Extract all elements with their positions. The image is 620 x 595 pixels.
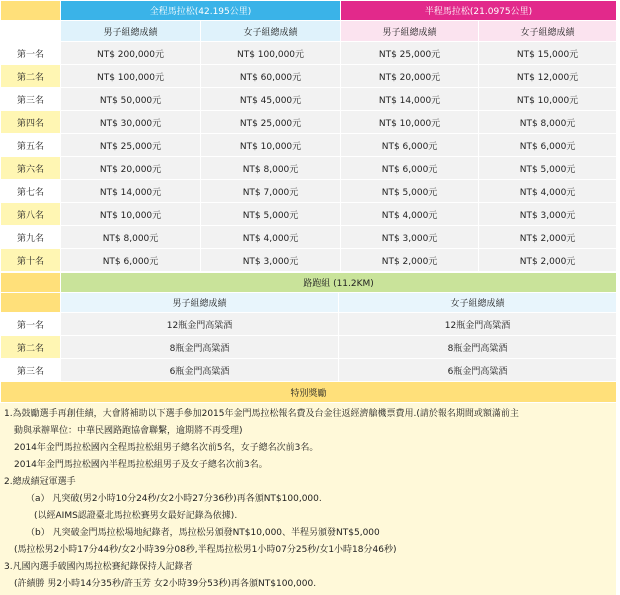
full-women-prize: NT$ 100,000元 xyxy=(201,42,341,65)
marathon-row xyxy=(1,226,617,249)
run-men-header: 男子組總成績 xyxy=(61,293,339,313)
note-line: (以經AIMS認證臺北馬拉松賽男女最好記錄為依據). xyxy=(34,511,238,521)
full-men-prize: NT$ 25,000元 xyxy=(61,134,201,157)
note-line: 動與承辦單位：中華民國路跑協會聯繫，逾期將不再受理) xyxy=(14,426,243,436)
run-prize-table xyxy=(0,272,617,403)
half-women-prize: NT$ 4,000元 xyxy=(479,180,617,203)
note-line: (許績勝 男2小時14分35秒/許玉芳 女2小時39分53秒)再各頒NT$100,000. xyxy=(14,579,317,589)
special-award-title: 特別獎勵 xyxy=(1,382,617,403)
marathon-row xyxy=(1,88,617,111)
special-award-notes xyxy=(0,403,616,595)
run-rank: 第二名 xyxy=(1,336,61,359)
marathon-row xyxy=(1,111,617,134)
corner-cell xyxy=(1,21,61,42)
full-marathon-header: 全程馬拉松(42.195公里) xyxy=(61,1,341,21)
half-women-prize: NT$ 10,000元 xyxy=(479,88,617,111)
full-women-prize: NT$ 5,000元 xyxy=(201,203,341,226)
run-corner xyxy=(1,273,61,293)
rank-label: 第五名 xyxy=(1,134,61,157)
full-women-prize: NT$ 4,000元 xyxy=(201,226,341,249)
run-women-prize: 6瓶金門高粱酒 xyxy=(339,359,617,382)
marathon-row xyxy=(1,134,617,157)
half-women-prize: NT$ 12,000元 xyxy=(479,65,617,88)
run-corner xyxy=(1,293,61,313)
half-women-prize: NT$ 8,000元 xyxy=(479,111,617,134)
half-men-prize: NT$ 6,000元 xyxy=(341,157,479,180)
rank-label: 第八名 xyxy=(1,203,61,226)
half-men-prize: NT$ 14,000元 xyxy=(341,88,479,111)
half-women-prize: NT$ 5,000元 xyxy=(479,157,617,180)
note-line: （a） 凡突破(男2小時10分24秒/女2小時27分36秒)再各頒NT$100,000. xyxy=(26,494,322,504)
run-rank: 第一名 xyxy=(1,313,61,336)
full-men-prize: NT$ 100,000元 xyxy=(61,65,201,88)
note-line: (馬拉松男2小時17分44秒/女2小時39分08秒,半程馬拉松男1小時07分25秒/女1小時18分46秒) xyxy=(14,545,397,555)
corner-cell xyxy=(1,1,61,21)
rank-label: 第一名 xyxy=(1,42,61,65)
full-men-prize: NT$ 6,000元 xyxy=(61,249,201,272)
run-rank: 第三名 xyxy=(1,359,61,382)
half-men-prize: NT$ 5,000元 xyxy=(341,180,479,203)
marathon-row xyxy=(1,65,617,88)
marathon-row xyxy=(1,249,617,272)
half-men-prize: NT$ 2,000元 xyxy=(341,249,479,272)
run-men-prize: 12瓶金門高粱酒 xyxy=(61,313,339,336)
rank-label: 第四名 xyxy=(1,111,61,134)
full-women-prize: NT$ 10,000元 xyxy=(201,134,341,157)
full-women-prize: NT$ 8,000元 xyxy=(201,157,341,180)
run-women-header: 女子組總成績 xyxy=(339,293,617,313)
note-line: 3.凡國內選手破國內馬拉松賽紀錄保持人記錄者 xyxy=(4,562,193,572)
half-men-prize: NT$ 6,000元 xyxy=(341,134,479,157)
run-men-prize: 6瓶金門高粱酒 xyxy=(61,359,339,382)
half-men-prize: NT$ 20,000元 xyxy=(341,65,479,88)
half-men-prize: NT$ 4,000元 xyxy=(341,203,479,226)
marathon-row xyxy=(1,180,617,203)
rank-label: 第三名 xyxy=(1,88,61,111)
run-women-prize: 8瓶金門高粱酒 xyxy=(339,336,617,359)
full-women-prize: NT$ 60,000元 xyxy=(201,65,341,88)
full-men-prize: NT$ 30,000元 xyxy=(61,111,201,134)
half-men-prize: NT$ 25,000元 xyxy=(341,42,479,65)
full-women-header: 女子組總成績 xyxy=(201,21,341,42)
full-men-prize: NT$ 10,000元 xyxy=(61,203,201,226)
marathon-row xyxy=(1,157,617,180)
rank-label: 第二名 xyxy=(1,65,61,88)
note-line: （b） 凡突破金門馬拉松場地紀錄者，馬拉松另頒發NT$10,000、半程另頒發NT$5,000 xyxy=(26,528,380,538)
full-men-prize: NT$ 50,000元 xyxy=(61,88,201,111)
half-women-header: 女子組總成績 xyxy=(479,21,617,42)
half-marathon-header: 半程馬拉松(21.0975公里) xyxy=(341,1,617,21)
half-women-prize: NT$ 15,000元 xyxy=(479,42,617,65)
full-men-prize: NT$ 14,000元 xyxy=(61,180,201,203)
full-men-prize: NT$ 8,000元 xyxy=(61,226,201,249)
half-men-prize: NT$ 3,000元 xyxy=(341,226,479,249)
full-women-prize: NT$ 3,000元 xyxy=(201,249,341,272)
full-women-prize: NT$ 25,000元 xyxy=(201,111,341,134)
half-women-prize: NT$ 6,000元 xyxy=(479,134,617,157)
half-men-header: 男子組總成績 xyxy=(341,21,479,42)
rank-label: 第六名 xyxy=(1,157,61,180)
run-women-prize: 12瓶金門高粱酒 xyxy=(339,313,617,336)
rank-label: 第十名 xyxy=(1,249,61,272)
note-line: 2014年金門馬拉松國內全程馬拉松組男子總名次前5名，女子總名次前3名。 xyxy=(14,443,319,453)
note-line: 2014年金門馬拉松國內半程馬拉松組男子及女子總名次前3名。 xyxy=(14,460,268,470)
rank-label: 第九名 xyxy=(1,226,61,249)
rank-label: 第七名 xyxy=(1,180,61,203)
marathon-row xyxy=(1,203,617,226)
half-men-prize: NT$ 10,000元 xyxy=(341,111,479,134)
half-women-prize: NT$ 2,000元 xyxy=(479,249,617,272)
full-men-header: 男子組總成績 xyxy=(61,21,201,42)
half-women-prize: NT$ 3,000元 xyxy=(479,203,617,226)
run-title: 路跑組 (11.2KM) xyxy=(61,273,617,293)
full-men-prize: NT$ 20,000元 xyxy=(61,157,201,180)
full-men-prize: NT$ 200,000元 xyxy=(61,42,201,65)
run-men-prize: 8瓶金門高粱酒 xyxy=(61,336,339,359)
marathon-prize-table xyxy=(0,0,617,272)
full-women-prize: NT$ 7,000元 xyxy=(201,180,341,203)
marathon-row xyxy=(1,42,617,65)
note-line: 1.為鼓勵選手再創佳績，大會將補助以下選手參加2015年金門馬拉松報名費及台金往返經濟艙機票費用.(請於報名期間或額滿前主 xyxy=(4,409,519,419)
half-women-prize: NT$ 2,000元 xyxy=(479,226,617,249)
full-women-prize: NT$ 45,000元 xyxy=(201,88,341,111)
note-line: 2.總成績冠軍選手 xyxy=(4,477,76,487)
